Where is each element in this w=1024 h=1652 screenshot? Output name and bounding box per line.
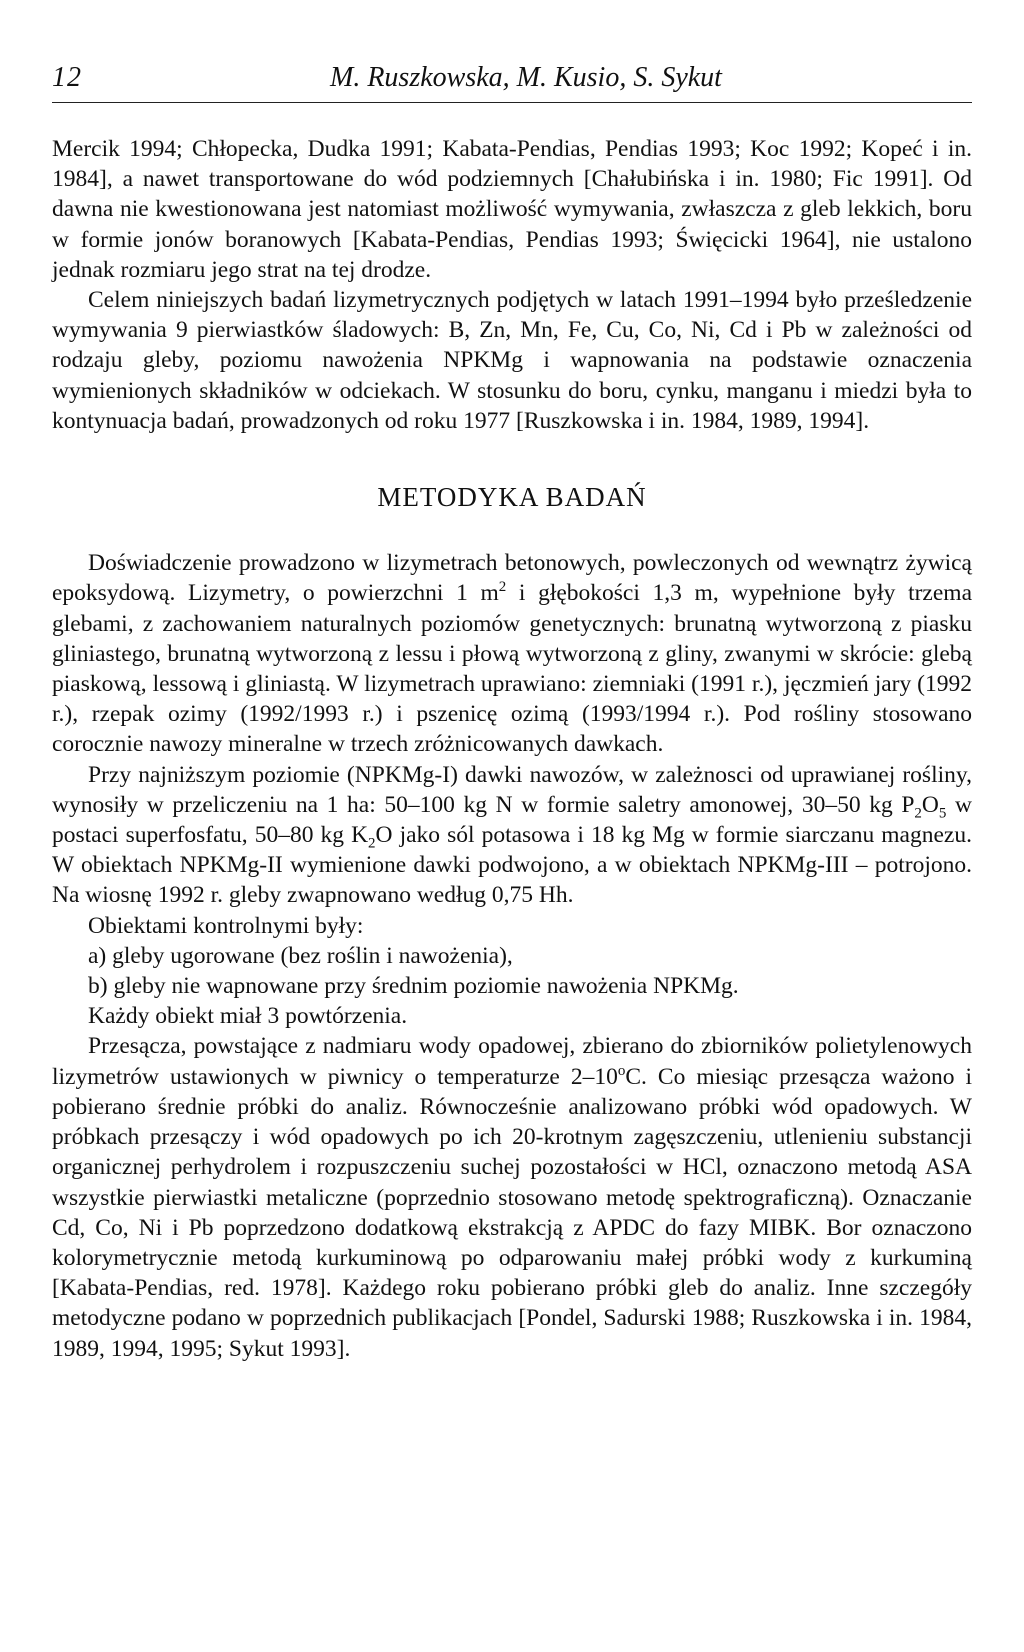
paragraph: Obiektami kontrolnymi były: — [88, 912, 364, 939]
paragraph — [52, 548, 972, 759]
text-run: w postaci superfosfatu, 50–80 kg K — [52, 791, 972, 849]
text-run: O — [921, 791, 939, 818]
section-heading: METODYKA BADAŃ — [377, 482, 647, 513]
paragraph: Mercik 1994; Chłopecka, Dudka 1991; Kabata-Pendias, Pendias 1993; Koc 1992; Kopeć i in. 1984], a nawet transportowane do wód podziemnych [Chałubińska i in. 1980; Fic 1991]. Od dawna nie kwestionowana jest natomiast możliwość wymywania, zwłaszcza z gleb lekkich, boru w formie jonów boranowych [Kabata-Pendias, Pendias 1993; Święcicki 1964], nie ustalono jednak rozmiaru jego strat na tej drodze. — [52, 136, 972, 283]
list-item: b) gleby nie wapnowane przy średnim poziomie nawożenia NPKMg. — [88, 973, 739, 1000]
list-item: a) gleby ugorowane (bez roślin i nawożenia), — [88, 942, 513, 969]
paragraph: Celem niniejszych badań lizymetrycznych podjętych w latach 1991–1994 było prześledzenie wymywania 9 pierwiastków śladowych: B, Zn, Mn, Fe, Cu, Co, Ni, Cd i Pb w zależności od rodzaju gleby, poziomu nawożenia NPKMg i wapnowania na podstawie oznaczenia wymienionych składników w odciekach. W stosunku do boru, cynku, manganu i miedzi była to kontynuacja badań, prowadzonych od roku 1977 [Ruszkowska i in. 1984, 1989, 1994]. — [52, 287, 972, 434]
paragraph — [52, 760, 972, 911]
text-run: O jako sól potasowa i 18 kg Mg w formie siarczanu magnezu. W obiektach NPKMg-II wymienione dawki podwojono, a w obiektach NPKMg-III – potrojono. Na wiosnę 1992 r. gleby zwapnowano według 0,75 Hh. — [52, 822, 972, 909]
page-header — [52, 62, 972, 103]
text-run: i głębokości 1,3 m, wypełnione były trzema glebami, z zachowaniem naturalnych poziomów genetycznych: brunatną wytworzoną z piasku gliniastego, brunatną wytworzoną z lessu i płową wytworzoną z gliny, zwanymi w skrócie: glebą piaskową, lessową i gliniastą. W lizymetrach uprawiano: ziemniaki (1991 r.), jęczmień jary (1992 r.), rzepak ozimy (1992/1993 r.) i pszenicę ozimą (1993/1994 r.). Pod rośliny stosowano corocznie nawozy mineralne w trzech zróżnicowanych dawkach. — [52, 580, 972, 758]
superscript: 2 — [498, 579, 507, 596]
subscript: 5 — [938, 805, 947, 822]
superscript: o — [617, 1062, 626, 1079]
text-run: C. Co miesiąc przesącza ważono i pobierano średnie próbki do analiz. Równocześnie analizowano próbki wód opadowych. W próbkach przesączy i wód opadowych po ich 20-krotnym zagęszczeniu, utlenieniu substancji organicznej perhydrolem i rozpuszczeniu suchej pozostałości w HCl, oznaczono metodą ASA wszystkie pierwiastki metaliczne (poprzednio stosowano metodę spektrograficzną). Oznaczanie Cd, Co, Ni i Pb poprzedzono dodatkową ekstrakcją z APDC do fazy MIBK. Bor oznaczono kolorymetrycznie metodą kurkuminową po odparowaniu małej próbki wody z kurkuminą [Kabata-Pendias, red. 1978]. Każdego roku pobierano próbki gleb do analiz. Inne szczegóły metodyczne podano w poprzednich publikacjach [Pondel, Sadurski 1988; Ruszkowska i in. 1984, 1989, 1994, 1995; Sykut 1993]. — [52, 1063, 972, 1362]
text-run: Doświadczenie prowadzono w lizymetrach betonowych, powleczonych od wewnątrz żywicą epoksydową. Lizymetry, o powierzchni 1 m — [52, 550, 972, 607]
text-run: Przesącza, powstające z nadmiaru wody opadowej, zbierano do zbiorników polietylenowych lizymetrów ustawionych w piwnicy o temperaturze 2–10 — [52, 1033, 972, 1090]
running-head: M. Ruszkowska, M. Kusio, S. Sykut — [330, 62, 722, 93]
subscript: 2 — [914, 805, 922, 822]
body-text — [52, 134, 972, 1364]
subscript: 2 — [368, 835, 376, 852]
paragraph: Każdy obiekt miał 3 powtórzenia. — [88, 1003, 408, 1030]
text-run: Przy najniższym poziomie (NPKMg-I) dawki nawozów, w zależnosci od uprawianej rośliny, wynosiły w przeliczeniu na 1 ha: 50–100 kg N w formie saletry amonowej, 30–50 kg P — [52, 761, 972, 818]
paragraph — [52, 1031, 972, 1363]
page-number: 12 — [52, 62, 82, 93]
